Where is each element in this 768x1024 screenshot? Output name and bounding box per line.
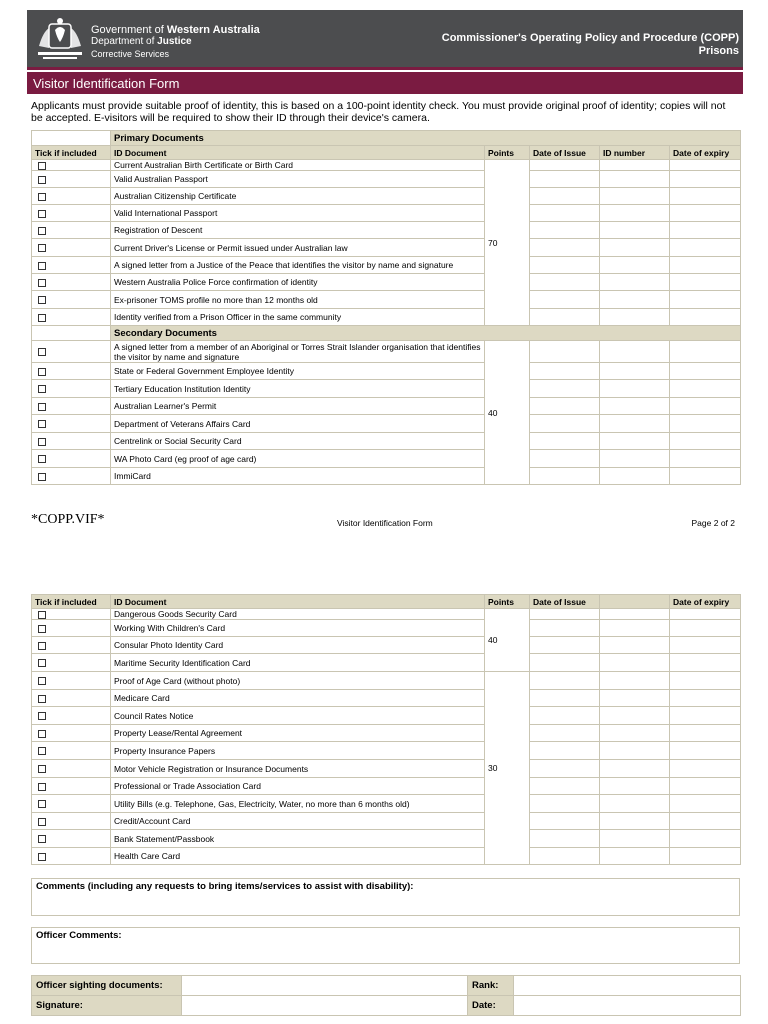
tick-checkbox[interactable]: [38, 227, 46, 235]
tick-cell: [32, 742, 111, 760]
tick-checkbox[interactable]: [38, 800, 46, 808]
date-of-expiry-field[interactable]: [670, 813, 741, 830]
signature-field[interactable]: [182, 996, 468, 1016]
id-number-field[interactable]: [600, 257, 670, 274]
date-of-expiry-field[interactable]: [670, 795, 741, 813]
tick-checkbox[interactable]: [38, 730, 46, 738]
date-of-expiry-field[interactable]: [670, 450, 741, 468]
table-row: [32, 363, 741, 380]
date-of-expiry-field[interactable]: [670, 654, 741, 672]
date-of-expiry-field[interactable]: [670, 341, 741, 363]
id-number-field[interactable]: [600, 398, 670, 415]
division-name: Corrective Services: [91, 49, 170, 59]
tick-cell: [32, 291, 111, 309]
tick-cell: [32, 830, 111, 848]
table-row: [32, 830, 741, 848]
page-number: Page 2 of 2: [691, 518, 735, 528]
date-label: Date:: [468, 996, 514, 1016]
id-number-field[interactable]: [600, 830, 670, 848]
date-of-expiry-field[interactable]: [670, 690, 741, 707]
date-of-issue-field[interactable]: [530, 222, 600, 239]
column-header: Date of expiry: [670, 595, 741, 609]
id-document-name: Credit/Account Card: [111, 813, 485, 830]
date-of-expiry-field[interactable]: [670, 274, 741, 291]
table-row: [32, 654, 741, 672]
column-header: ID Document: [111, 595, 485, 609]
tick-cell: [32, 341, 111, 363]
id-number-field[interactable]: [600, 171, 670, 188]
sighting-label: Officer sighting documents:: [32, 976, 182, 996]
id-number-field[interactable]: [600, 341, 670, 363]
table-row: [32, 239, 741, 257]
table-row: [32, 609, 741, 620]
date-of-issue-field[interactable]: [530, 848, 600, 865]
date-of-expiry-field[interactable]: [670, 205, 741, 222]
id-document-name: Property Insurance Papers: [111, 742, 485, 760]
tick-cell: [32, 672, 111, 690]
date-of-issue-field[interactable]: [530, 795, 600, 813]
section-title: Primary Documents: [111, 131, 741, 146]
department-branding: [91, 24, 260, 60]
id-number-field[interactable]: [600, 813, 670, 830]
additional-id-table: [31, 594, 741, 865]
column-header: Points: [485, 595, 530, 609]
table-row: [32, 205, 741, 222]
date-of-issue-field[interactable]: [530, 160, 600, 171]
rank-field[interactable]: [514, 976, 741, 996]
page-header: [27, 10, 743, 67]
date-of-expiry-field[interactable]: [670, 707, 741, 725]
primary-secondary-id-table: [31, 130, 741, 485]
id-document-name: Proof of Age Card (without photo): [111, 672, 485, 690]
id-document-name: Valid Australian Passport: [111, 171, 485, 188]
date-of-issue-field[interactable]: [530, 341, 600, 363]
date-of-issue-field[interactable]: [530, 257, 600, 274]
date-field[interactable]: [514, 996, 741, 1016]
id-document-name: Utility Bills (e.g. Telephone, Gas, Electricity, Water, no more than 6 months old): [111, 795, 485, 813]
tick-checkbox[interactable]: [38, 385, 46, 393]
date-of-expiry-field[interactable]: [670, 257, 741, 274]
id-number-field[interactable]: [600, 415, 670, 433]
id-document-name: Valid International Passport: [111, 205, 485, 222]
comments-box[interactable]: [31, 878, 740, 916]
officer-comments-box[interactable]: [31, 927, 740, 964]
tick-cell: [32, 690, 111, 707]
tick-cell: [32, 778, 111, 795]
tick-cell: [32, 609, 111, 620]
table-row: [32, 637, 741, 654]
date-of-issue-field[interactable]: [530, 205, 600, 222]
date-of-expiry-field[interactable]: [670, 620, 741, 637]
date-of-issue-field[interactable]: [530, 239, 600, 257]
points-value: 40: [485, 341, 530, 485]
tick-checkbox[interactable]: [38, 835, 46, 843]
tick-checkbox[interactable]: [38, 296, 46, 304]
id-number-field[interactable]: [600, 468, 670, 485]
policy-title-line: Commissioner's Operating Policy and Procedure (COPP): [441, 32, 739, 44]
table-row: [32, 257, 741, 274]
table-row: [32, 291, 741, 309]
date-of-issue-field[interactable]: [530, 450, 600, 468]
id-document-name: Working With Children's Card: [111, 620, 485, 637]
date-of-expiry-field[interactable]: [670, 725, 741, 742]
officer-comments-label: Officer Comments:: [36, 930, 122, 941]
tick-checkbox[interactable]: [38, 193, 46, 201]
date-of-expiry-field[interactable]: [670, 433, 741, 450]
table-row: [32, 620, 741, 637]
points-value: 40: [485, 609, 530, 672]
tick-cell: [32, 205, 111, 222]
header-divider: [27, 67, 743, 70]
date-of-issue-field[interactable]: [530, 707, 600, 725]
column-header: ID Document: [111, 146, 485, 160]
tick-checkbox[interactable]: [38, 176, 46, 184]
id-number-field[interactable]: [600, 690, 670, 707]
column-header: Tick if included: [32, 595, 111, 609]
date-of-issue-field[interactable]: [530, 672, 600, 690]
date-of-issue-field[interactable]: [530, 188, 600, 205]
id-document-name: WA Photo Card (eg proof of age card): [111, 450, 485, 468]
id-number-field[interactable]: [600, 380, 670, 398]
id-document-name: Current Australian Birth Certificate or Birth Card: [111, 160, 485, 171]
id-number-field[interactable]: [600, 795, 670, 813]
date-of-expiry-field[interactable]: [670, 848, 741, 865]
id-document-name: Property Lease/Rental Agreement: [111, 725, 485, 742]
tick-cell: [32, 188, 111, 205]
id-document-name: Tertiary Education Institution Identity: [111, 380, 485, 398]
table-row: [32, 171, 741, 188]
date-of-expiry-field[interactable]: [670, 160, 741, 171]
tick-checkbox[interactable]: [38, 314, 46, 322]
id-document-name: Identity verified from a Prison Officer in the same community: [111, 309, 485, 326]
tick-cell: [32, 398, 111, 415]
tick-cell: [32, 222, 111, 239]
id-document-name: Health Care Card: [111, 848, 485, 865]
tick-cell: [32, 848, 111, 865]
tick-checkbox[interactable]: [38, 420, 46, 428]
date-of-issue-field[interactable]: [530, 654, 600, 672]
page-footer: [31, 512, 737, 534]
id-number-field[interactable]: [600, 672, 670, 690]
footer-form-name: Visitor Identification Form: [337, 518, 433, 528]
tick-cell: [32, 433, 111, 450]
date-of-issue-field[interactable]: [530, 309, 600, 326]
id-number-field[interactable]: [600, 188, 670, 205]
id-document-name: Department of Veterans Affairs Card: [111, 415, 485, 433]
table-row: [32, 188, 741, 205]
date-of-expiry-field[interactable]: [670, 415, 741, 433]
table-row: [32, 222, 741, 239]
section-title: Secondary Documents: [111, 326, 741, 341]
table-row: [32, 274, 741, 291]
id-number-field[interactable]: [600, 848, 670, 865]
date-of-expiry-field[interactable]: [670, 742, 741, 760]
table-row: [32, 341, 741, 363]
date-of-issue-field[interactable]: [530, 274, 600, 291]
id-document-name: Ex-prisoner TOMS profile no more than 12 months old: [111, 291, 485, 309]
column-header: Date of expiry: [670, 146, 741, 160]
id-document-name: Australian Learner's Permit: [111, 398, 485, 415]
id-number-field[interactable]: [600, 205, 670, 222]
tick-checkbox[interactable]: [38, 455, 46, 463]
form-title: Visitor Identification Form: [27, 72, 743, 94]
id-number-field[interactable]: [600, 239, 670, 257]
table-row: [32, 672, 741, 690]
section-spacer: [32, 326, 111, 341]
tick-cell: [32, 760, 111, 778]
table-row: [32, 778, 741, 795]
id-number-field[interactable]: [600, 620, 670, 637]
tick-checkbox[interactable]: [38, 368, 46, 376]
column-header: ID number: [600, 146, 670, 160]
date-of-issue-field[interactable]: [530, 778, 600, 795]
tick-checkbox[interactable]: [38, 677, 46, 685]
tick-cell: [32, 620, 111, 637]
id-document-name: ImmiCard: [111, 468, 485, 485]
id-number-field[interactable]: [600, 291, 670, 309]
tick-checkbox[interactable]: [38, 279, 46, 287]
table-row: [32, 468, 741, 485]
date-of-issue-field[interactable]: [530, 725, 600, 742]
tick-checkbox[interactable]: [38, 659, 46, 667]
table-row: [32, 795, 741, 813]
tick-cell: [32, 637, 111, 654]
tick-cell: [32, 380, 111, 398]
tick-checkbox[interactable]: [38, 244, 46, 252]
tick-checkbox[interactable]: [38, 611, 46, 619]
date-of-issue-field[interactable]: [530, 609, 600, 620]
section-spacer: [32, 131, 111, 146]
tick-cell: [32, 171, 111, 188]
id-document-name: Consular Photo Identity Card: [111, 637, 485, 654]
date-of-expiry-field[interactable]: [670, 398, 741, 415]
table-row: [32, 380, 741, 398]
tick-checkbox[interactable]: [38, 747, 46, 755]
id-document-name: Current Driver's License or Permit issued under Australian law: [111, 239, 485, 257]
gov-prefix: Government of: [91, 24, 167, 36]
policy-title: [442, 32, 739, 58]
points-value: 70: [485, 160, 530, 326]
comments-label: Comments (including any requests to bring items/services to assist with disability):: [36, 881, 414, 892]
table-row: [32, 415, 741, 433]
id-number-field[interactable]: [600, 778, 670, 795]
tick-checkbox[interactable]: [38, 695, 46, 703]
tick-checkbox[interactable]: [38, 642, 46, 650]
tick-checkbox[interactable]: [38, 712, 46, 720]
sighting-field[interactable]: [182, 976, 468, 996]
tick-cell: [32, 468, 111, 485]
table-header-row: [32, 595, 741, 609]
date-of-expiry-field[interactable]: [670, 363, 741, 380]
dept-name: Justice: [157, 36, 192, 47]
id-number-field[interactable]: [600, 274, 670, 291]
id-number-field[interactable]: [600, 363, 670, 380]
id-number-field[interactable]: [600, 637, 670, 654]
date-of-expiry-field[interactable]: [670, 222, 741, 239]
tick-cell: [32, 654, 111, 672]
table-row: [32, 848, 741, 865]
section-header-row: [32, 326, 741, 341]
id-number-field[interactable]: [600, 222, 670, 239]
id-number-field[interactable]: [600, 707, 670, 725]
date-of-issue-field[interactable]: [530, 398, 600, 415]
tick-checkbox[interactable]: [38, 818, 46, 826]
table-row: [32, 760, 741, 778]
id-document-name: Maritime Security Identification Card: [111, 654, 485, 672]
date-of-issue-field[interactable]: [530, 620, 600, 637]
date-of-issue-field[interactable]: [530, 363, 600, 380]
crest-logo-icon: [35, 16, 85, 64]
date-of-expiry-field[interactable]: [670, 468, 741, 485]
id-number-field[interactable]: [600, 450, 670, 468]
id-document-name: Professional or Trade Association Card: [111, 778, 485, 795]
table-row: [32, 725, 741, 742]
policy-subtitle: Prisons: [698, 45, 739, 57]
date-of-issue-field[interactable]: [530, 380, 600, 398]
gov-name: Western Australia: [166, 24, 260, 36]
table-row: [32, 742, 741, 760]
table-row: [32, 309, 741, 326]
id-number-field[interactable]: [600, 725, 670, 742]
date-of-expiry-field[interactable]: [670, 380, 741, 398]
date-of-issue-field[interactable]: [530, 468, 600, 485]
id-document-name: Western Australia Police Force confirmation of identity: [111, 274, 485, 291]
id-number-field[interactable]: [600, 309, 670, 326]
date-of-issue-field[interactable]: [530, 760, 600, 778]
tick-checkbox[interactable]: [38, 853, 46, 861]
date-of-issue-field[interactable]: [530, 742, 600, 760]
date-of-expiry-field[interactable]: [670, 309, 741, 326]
tick-cell: [32, 257, 111, 274]
column-header: Points: [485, 146, 530, 160]
tick-cell: [32, 363, 111, 380]
section-header-row: [32, 131, 741, 146]
table-row: [32, 398, 741, 415]
id-number-field[interactable]: [600, 742, 670, 760]
tick-checkbox[interactable]: [38, 262, 46, 270]
date-of-issue-field[interactable]: [530, 291, 600, 309]
date-of-issue-field[interactable]: [530, 433, 600, 450]
form-code: *COPP.VIF*: [31, 512, 105, 527]
table-header-row: [32, 146, 741, 160]
column-header: Date of Issue: [530, 595, 600, 609]
tick-checkbox[interactable]: [38, 625, 46, 633]
column-header: Date of Issue: [530, 146, 600, 160]
date-of-expiry-field[interactable]: [670, 188, 741, 205]
date-of-issue-field[interactable]: [530, 813, 600, 830]
table-row: [32, 450, 741, 468]
tick-cell: [32, 450, 111, 468]
table-row: [32, 433, 741, 450]
date-of-issue-field[interactable]: [530, 415, 600, 433]
id-document-name: A signed letter from a Justice of the Peace that identifies the visitor by name and signature: [111, 257, 485, 274]
date-of-expiry-field[interactable]: [670, 239, 741, 257]
points-value: 30: [485, 672, 530, 865]
date-of-expiry-field[interactable]: [670, 778, 741, 795]
tick-cell: [32, 309, 111, 326]
id-number-field[interactable]: [600, 609, 670, 620]
table-row: [32, 707, 741, 725]
date-of-expiry-field[interactable]: [670, 830, 741, 848]
id-document-name: Council Rates Notice: [111, 707, 485, 725]
tick-checkbox[interactable]: [38, 403, 46, 411]
tick-cell: [32, 274, 111, 291]
id-document-name: Medicare Card: [111, 690, 485, 707]
date-of-expiry-field[interactable]: [670, 672, 741, 690]
id-document-name: Dangerous Goods Security Card: [111, 609, 485, 620]
intro-text: Applicants must provide suitable proof of identity, this is based on a 100-point identity check. You must provide original proof of identity; copies will not be accepted. E-visitors will be required to show their ID through their device's camera.: [31, 100, 726, 124]
id-number-field[interactable]: [600, 160, 670, 171]
column-header: Tick if included: [32, 146, 111, 160]
date-of-expiry-field[interactable]: [670, 291, 741, 309]
id-number-field[interactable]: [600, 760, 670, 778]
id-document-name: Bank Statement/Passbook: [111, 830, 485, 848]
tick-cell: [32, 795, 111, 813]
tick-checkbox[interactable]: [38, 765, 46, 773]
tick-cell: [32, 415, 111, 433]
tick-cell: [32, 239, 111, 257]
id-number-field[interactable]: [600, 654, 670, 672]
id-document-name: State or Federal Government Employee Identity: [111, 363, 485, 380]
tick-cell: [32, 707, 111, 725]
id-document-name: A signed letter from a member of an Aboriginal or Torres Strait Islander organisation that identifies the visitor by name and signature: [111, 341, 485, 363]
date-of-issue-field[interactable]: [530, 690, 600, 707]
table-row: [32, 813, 741, 830]
column-header: [600, 595, 670, 609]
rank-label: Rank:: [468, 976, 514, 996]
tick-cell: [32, 160, 111, 171]
date-of-issue-field[interactable]: [530, 830, 600, 848]
date-of-expiry-field[interactable]: [670, 637, 741, 654]
date-of-expiry-field[interactable]: [670, 760, 741, 778]
dept-prefix: Department of: [91, 36, 158, 47]
tick-checkbox[interactable]: [38, 438, 46, 446]
officer-signoff-table: [31, 975, 741, 1016]
id-number-field[interactable]: [600, 433, 670, 450]
date-of-issue-field[interactable]: [530, 171, 600, 188]
table-row: [32, 690, 741, 707]
id-document-name: Australian Citizenship Certificate: [111, 188, 485, 205]
id-document-name: Centrelink or Social Security Card: [111, 433, 485, 450]
id-document-name: Motor Vehicle Registration or Insurance Documents: [111, 760, 485, 778]
date-of-expiry-field[interactable]: [670, 171, 741, 188]
date-of-expiry-field[interactable]: [670, 609, 741, 620]
tick-checkbox[interactable]: [38, 348, 46, 356]
id-document-name: Registration of Descent: [111, 222, 485, 239]
tick-checkbox[interactable]: [38, 210, 46, 218]
signature-label: Signature:: [32, 996, 182, 1016]
tick-checkbox[interactable]: [38, 473, 46, 481]
tick-checkbox[interactable]: [38, 783, 46, 791]
tick-checkbox[interactable]: [38, 162, 46, 170]
date-of-issue-field[interactable]: [530, 637, 600, 654]
tick-cell: [32, 725, 111, 742]
table-row: [32, 160, 741, 171]
tick-cell: [32, 813, 111, 830]
